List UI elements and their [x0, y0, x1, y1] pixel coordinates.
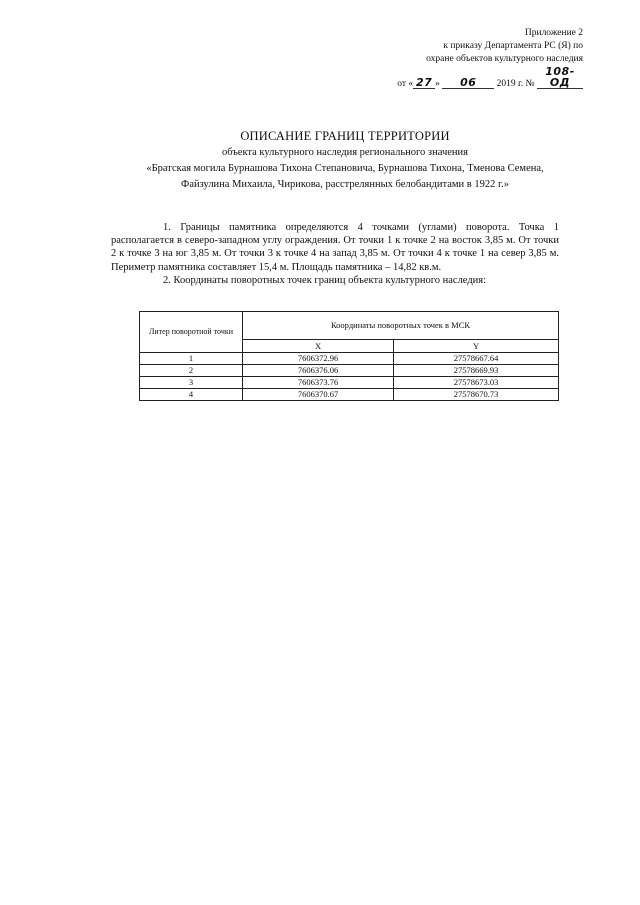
coordinates-table [139, 311, 559, 401]
table-row [140, 365, 559, 377]
document-title: ОПИСАНИЕ ГРАНИЦ ТЕРРИТОРИИ [240, 129, 450, 143]
cell-x: 7606376.06 [243, 365, 394, 377]
appendix-line-3: охране объектов культурного наследия [426, 54, 583, 64]
appendix-header [343, 27, 583, 91]
paragraph-boundaries: 1. Границы памятника определяются 4 точками (углами) поворота. Точка 1 располагается в северо-западном углу ограждения. От точки 1 к точке 2 на восток 3,85 м. От точки 2 к точке 3 на юг 3,85 м. От точки 3 к точке 4 на запад 3,85 м. От точки 4 к точке 1 на север 3,85 м. Периметр памятника составляет 15,4 м. Площадь памятника – 14,82 кв.м. [111, 222, 559, 273]
date-mid: » [435, 79, 440, 89]
cell-x: 7606372.96 [243, 353, 394, 365]
order-number: 108-ОД [537, 66, 583, 89]
cell-x: 7606373.76 [243, 377, 394, 389]
table-row [140, 353, 559, 365]
header-x: X [243, 340, 394, 353]
cell-y: 27578670.73 [394, 389, 559, 401]
cell-y: 27578673.03 [394, 377, 559, 389]
cell-y: 27578669.93 [394, 365, 559, 377]
cell-y: 27578667.64 [394, 353, 559, 365]
document-body [111, 221, 559, 287]
date-day: 27 [413, 77, 435, 89]
cell-x: 7606370.67 [243, 389, 394, 401]
object-name-line-2: Файзулина Михаила, Чирикова, расстрелянных белобандитами в 1922 г.» [181, 179, 509, 190]
cell-point: 3 [140, 377, 243, 389]
table-row [140, 389, 559, 401]
header-msk-coordinates: Координаты поворотных точек в МСК [243, 312, 559, 340]
date-month: 06 [442, 77, 494, 89]
date-prefix: от « [397, 79, 414, 89]
cell-point: 4 [140, 389, 243, 401]
header-y: Y [394, 340, 559, 353]
header-point-letter: Литер поворотной точки [140, 312, 243, 353]
title-block [110, 127, 580, 193]
cell-point: 2 [140, 365, 243, 377]
table-row [140, 377, 559, 389]
appendix-date-line [343, 66, 583, 91]
document-subtitle: объекта культурного наследия регионального значения [222, 147, 468, 158]
object-name-line-1: «Братская могила Бурнашова Тихона Степановича, Бурнашова Тихона, Тменова Семена, [146, 163, 544, 174]
appendix-line-2: к приказу Департамента РС (Я) по [443, 41, 583, 51]
paragraph-coordinates: 2. Координаты поворотных точек границ объекта культурного наследия: [163, 274, 487, 286]
appendix-line-1: Приложение 2 [524, 28, 583, 38]
date-year: 2019 г. № [496, 79, 535, 89]
cell-point: 1 [140, 353, 243, 365]
